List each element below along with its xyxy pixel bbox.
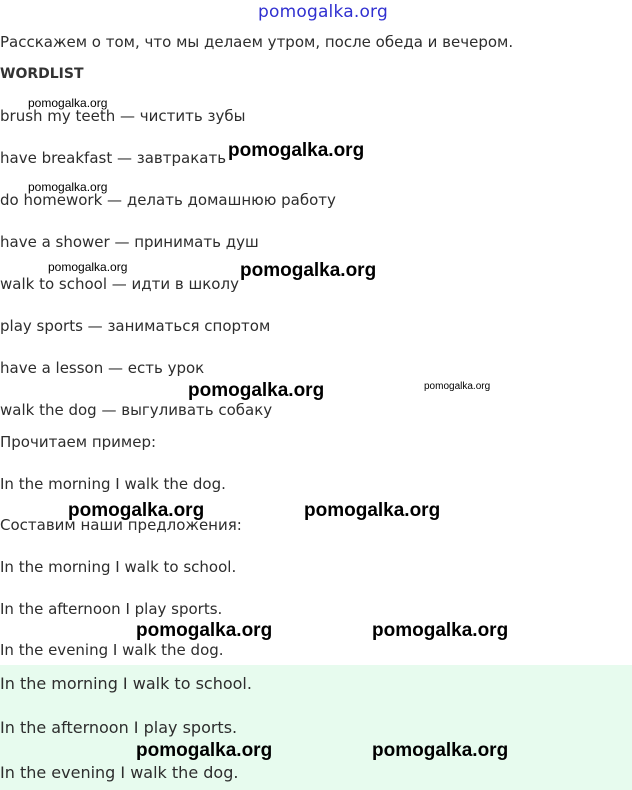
watermark: pomogalka.org: [136, 740, 273, 761]
watermark: pomogalka.org: [240, 260, 377, 281]
intro-text: Расскажем о том, что мы делаем утром, после обеда и вечером.: [0, 33, 514, 51]
wordlist-item: have a lesson — есть урок: [0, 359, 205, 377]
wordlist-item: have breakfast — завтракать: [0, 149, 227, 167]
watermark: pomogalka.org: [68, 500, 205, 521]
watermark-top: pomogalka.org: [258, 2, 388, 22]
wordlist-item: play sports — заниматься спортом: [0, 317, 271, 335]
watermark: pomogalka.org: [304, 500, 441, 521]
wordlist-heading: WORDLIST: [0, 66, 84, 82]
wordlist-item: brush my teeth — чистить зубы: [0, 107, 246, 125]
wordlist-item: walk to school — идти в школу: [0, 275, 239, 293]
answer-line: In the evening I walk the dog.: [0, 763, 239, 782]
wordlist-item: have a shower — принимать душ: [0, 233, 259, 251]
wordlist-item: do homework — делать домашнюю работу: [0, 191, 336, 209]
answer-line: In the afternoon I play sports.: [0, 718, 238, 737]
watermark: pomogalka.org: [136, 620, 273, 641]
compose-heading: Составим наши предложения:: [0, 516, 242, 534]
example-heading: Прочитаем пример:: [0, 433, 157, 451]
watermark: pomogalka.org: [188, 380, 325, 401]
watermark: pomogalka.org: [28, 96, 108, 110]
watermark: pomogalka.org: [228, 140, 365, 161]
sentence: In the evening I walk the dog.: [0, 641, 224, 659]
sentence: In the morning I walk to school.: [0, 558, 237, 576]
answer-line: In the morning I walk to school.: [0, 674, 252, 693]
wordlist-item: walk the dog — выгуливать собаку: [0, 401, 273, 419]
answer-box: [0, 665, 632, 790]
watermark: pomogalka.org: [372, 620, 509, 641]
watermark: pomogalka.org: [48, 260, 128, 274]
sentence: In the afternoon I play sports.: [0, 600, 223, 618]
watermark: pomogalka.org: [28, 180, 108, 194]
example-sentence: In the morning I walk the dog.: [0, 475, 226, 493]
watermark: pomogalka.org: [372, 740, 509, 761]
watermark: pomogalka.org: [424, 381, 491, 392]
